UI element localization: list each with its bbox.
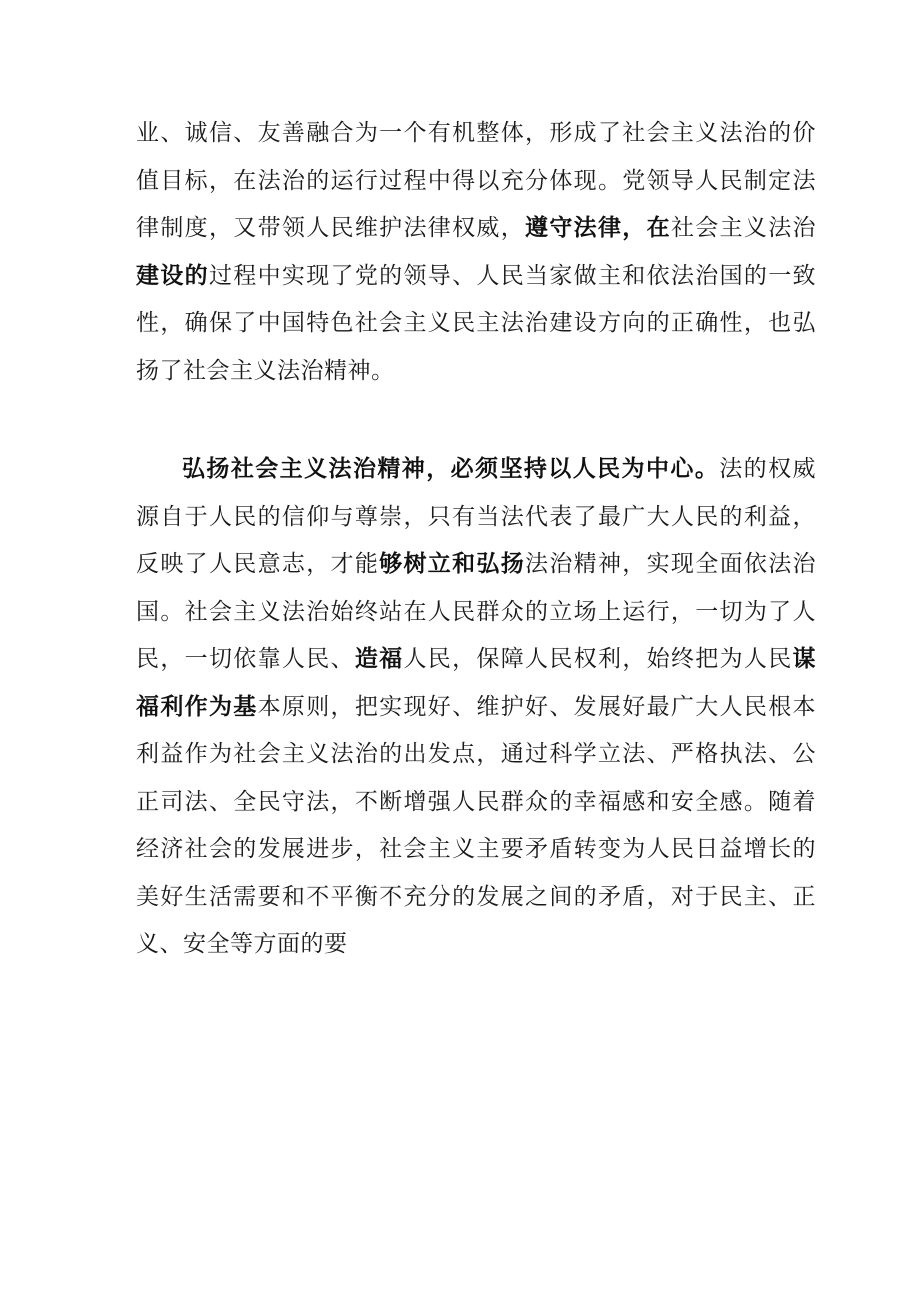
text-run: 法治精神，实现全面依法治国。社会主义法治始终站在人民群众的立场上运行，一切为了人民，一切依靠人民、 (136, 551, 817, 672)
paragraph-lead-sentence: 弘扬社会主义法治精神，必须坚持以人民为中心。 (182, 456, 720, 482)
bold-text-run: 够树立和弘扬 (379, 551, 526, 577)
text-run: 过程中实现了党的领导、人民当家做主和依法治国的一致性，确保了中国特色社会主义民主法治建设方向的正确性，也弘扬了社会主义法治精神。 (136, 262, 817, 384)
text-run: 本原则，把实现好、维护好、发展好最广大人民根本利益作为社会主义法治的出发点，通过科学立法、严格执法、公正司法、全民守法，不断增强人民群众的幸福感和安全感。随着经济社会的发展进步，社会主义主要矛盾转变为人民日益增长的美好生活需要和不平衡不充分的发展之间的矛盾，对于民主、正义、安全等方面的要 (136, 693, 817, 957)
text-run: 人民，保障人民权利，始终把为人民 (403, 646, 793, 672)
bold-text-run: 谋福利作为基 (136, 646, 817, 720)
text-run: 业、诚信、友善融合为一个有机整体，形成了社会主义法治的价值目标，在法治的运行过程中得以充分体现。党领导人民制定法律制度，又带领人民维护法律权威， (136, 120, 816, 241)
bold-text-run: 造福 (354, 646, 404, 672)
paragraph-continuation (136, 110, 816, 395)
bold-text-run: 建设的 (136, 262, 209, 289)
bold-text-run: 遵守法律，在 (525, 215, 671, 241)
text-run: 社会主义法治 (670, 215, 817, 241)
paragraph-people-centered (136, 446, 816, 969)
text-run: 法的权威源自于人民的信仰与尊崇，只有当法代表了最广大人民的利益，反映了人民意志，才能 (136, 456, 817, 577)
